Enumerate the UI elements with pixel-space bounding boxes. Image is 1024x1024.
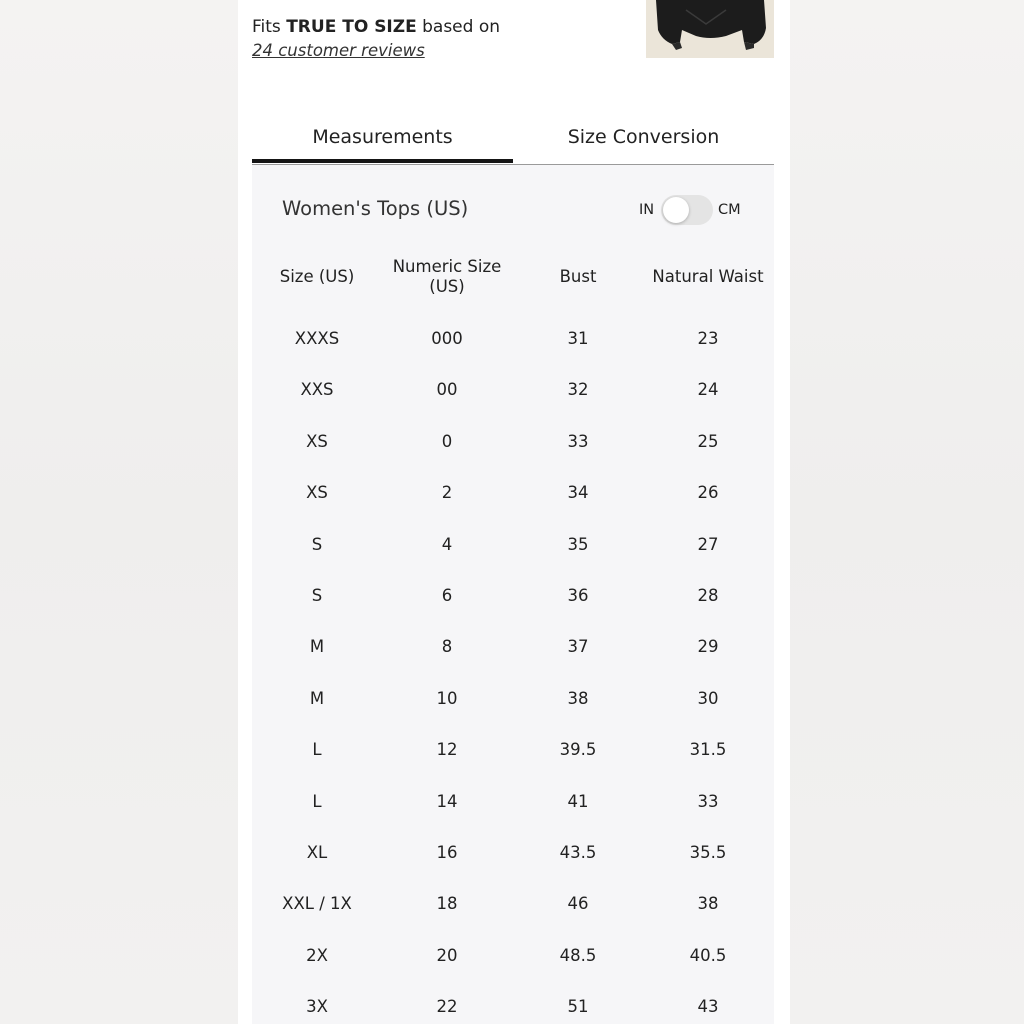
right-background — [790, 0, 1024, 1024]
tab-size-conversion[interactable]: Size Conversion — [567, 126, 720, 148]
cell-bust: 39.5 — [559, 740, 597, 760]
size-chart-screen — [238, 0, 790, 1024]
cell-bust: 35 — [567, 534, 589, 554]
chart-title: Women's Tops (US) — [282, 197, 469, 220]
cell-natural-waist: 43 — [697, 997, 719, 1017]
cell-bust: 33 — [567, 431, 589, 451]
cell-bust: 36 — [567, 586, 589, 605]
cell-bust: 41 — [567, 791, 589, 811]
column-header-size: Size (US) — [279, 267, 355, 286]
cell-numeric-size: 000 — [431, 329, 463, 348]
cell-bust: 43.5 — [559, 843, 597, 862]
cell-size: M — [309, 688, 325, 708]
cell-bust: 46 — [567, 894, 589, 914]
cell-natural-waist: 35.5 — [689, 843, 727, 862]
cell-size: XL — [306, 843, 328, 862]
cell-numeric-size: 00 — [436, 380, 458, 400]
active-tab-indicator — [252, 159, 513, 163]
cell-bust: 37 — [567, 637, 589, 657]
cell-natural-waist: 23 — [697, 329, 719, 348]
unit-toggle[interactable] — [661, 195, 713, 225]
cell-numeric-size: 22 — [436, 997, 458, 1017]
cell-size: XS — [306, 483, 328, 503]
cell-numeric-size: 2 — [441, 483, 453, 503]
cell-size: M — [309, 637, 325, 657]
cell-size: L — [312, 740, 322, 760]
cell-natural-waist: 40.5 — [689, 945, 727, 965]
unit-label-in: IN — [639, 202, 655, 218]
cell-size: XS — [306, 431, 328, 451]
unit-label-cm: CM — [718, 202, 741, 218]
column-header-numeric-size: Numeric Size (US) — [392, 257, 502, 296]
cell-natural-waist: 25 — [697, 431, 719, 451]
cell-bust: 48.5 — [559, 945, 597, 965]
column-header-bust: Bust — [559, 267, 597, 286]
cell-size: XXXS — [294, 329, 340, 348]
cell-natural-waist: 28 — [697, 586, 719, 605]
cell-natural-waist: 38 — [697, 894, 719, 914]
cell-size: L — [312, 791, 322, 811]
fit-summary: Fits TRUE TO SIZE based on — [252, 17, 501, 37]
cell-numeric-size: 0 — [441, 431, 453, 451]
cell-size: S — [311, 586, 323, 605]
cell-bust: 32 — [567, 380, 589, 400]
cell-numeric-size: 18 — [436, 894, 458, 914]
fit-rating: TRUE TO SIZE — [286, 17, 417, 37]
cell-size: 2X — [306, 945, 328, 965]
cell-numeric-size: 10 — [436, 688, 458, 708]
cell-natural-waist: 33 — [697, 791, 719, 811]
customer-reviews-link[interactable]: 24 customer reviews — [252, 41, 425, 60]
cell-natural-waist: 30 — [697, 688, 719, 708]
cell-size: S — [311, 534, 323, 554]
left-background — [0, 0, 238, 1024]
cell-size: 3X — [306, 997, 328, 1017]
tab-measurements[interactable]: Measurements — [312, 126, 453, 148]
cell-numeric-size: 4 — [441, 534, 453, 554]
cell-natural-waist: 26 — [697, 483, 719, 503]
cell-natural-waist: 27 — [697, 534, 719, 554]
cell-natural-waist: 24 — [697, 380, 719, 400]
cell-numeric-size: 16 — [436, 843, 458, 862]
cell-natural-waist: 29 — [697, 637, 719, 657]
cell-numeric-size: 8 — [441, 637, 453, 657]
cell-numeric-size: 6 — [441, 586, 453, 605]
product-thumbnail — [646, 0, 774, 58]
size-guide-tabs — [252, 112, 774, 165]
cell-size: XXL / 1X — [282, 894, 352, 914]
cell-bust: 34 — [567, 483, 589, 503]
cell-bust: 31 — [567, 329, 589, 348]
cell-bust: 51 — [567, 997, 589, 1017]
column-header-natural-waist: Natural Waist — [652, 267, 764, 286]
measurements-panel — [252, 165, 774, 1024]
unit-toggle-knob — [663, 197, 689, 223]
cell-size: XXS — [300, 380, 334, 400]
cell-natural-waist: 31.5 — [689, 740, 727, 760]
cell-bust: 38 — [567, 688, 589, 708]
cell-numeric-size: 20 — [436, 945, 458, 965]
cell-numeric-size: 14 — [436, 791, 458, 811]
cell-numeric-size: 12 — [436, 740, 458, 760]
